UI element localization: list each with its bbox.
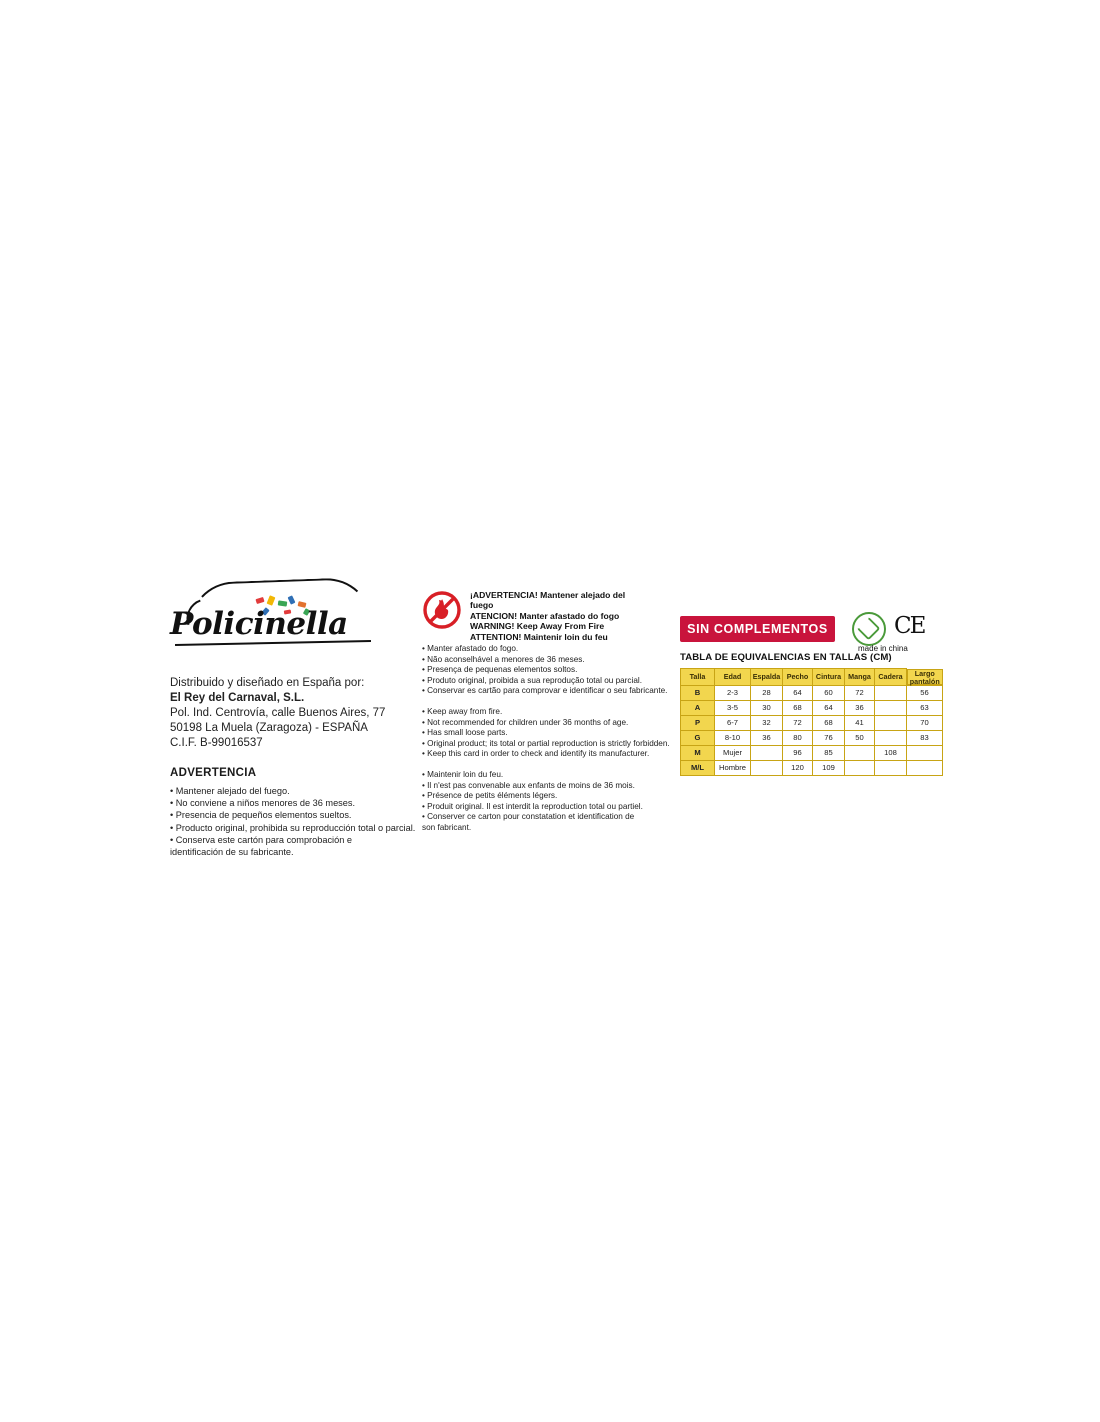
warning-item: • Keep away from fire. bbox=[422, 706, 503, 716]
company-cif: C.I.F. B-99016537 bbox=[170, 737, 263, 749]
table-row bbox=[681, 760, 943, 775]
warning-item: • Has small loose parts. bbox=[422, 728, 508, 738]
address-line-2: 50198 La Muela (Zaragoza) - ESPAÑA bbox=[170, 722, 368, 734]
recycle-icon bbox=[852, 612, 886, 646]
table-row bbox=[681, 700, 943, 715]
warning-item: • Presença de pequenas elementos soltos. bbox=[422, 665, 578, 675]
multilingual-warning-column bbox=[422, 590, 670, 834]
logo-wordmark: Policinella bbox=[170, 606, 348, 642]
cell: 50 bbox=[845, 730, 875, 745]
distributor-block bbox=[170, 676, 410, 751]
cell bbox=[845, 760, 875, 775]
cell: 109 bbox=[813, 760, 845, 775]
cell: 70 bbox=[907, 715, 943, 730]
warning-item: • Producto original, prohibida su reproducción total o parcial. bbox=[170, 822, 416, 833]
warning-item: • Keep this card in order to check and identify its manufacturer. bbox=[422, 749, 650, 759]
warning-headline-pt: ATENCION! Manter afastado do fogo bbox=[470, 610, 620, 621]
cell: 30 bbox=[751, 700, 783, 715]
cell: 36 bbox=[751, 730, 783, 745]
warning-headlines bbox=[470, 590, 642, 642]
warning-item: • Conserva este cartón para comprobación e identificación de su fabricante. bbox=[170, 834, 352, 858]
cell: 72 bbox=[845, 685, 875, 700]
cell bbox=[875, 715, 907, 730]
cell: 36 bbox=[845, 700, 875, 715]
warning-item: • Original product; its total or partial reproduction is strictly forbidden. bbox=[422, 738, 670, 748]
warning-item: • Mantener alejado del fuego. bbox=[170, 786, 290, 796]
address-line-1: Pol. Ind. Centrovía, calle Buenos Aires, 77 bbox=[170, 707, 386, 719]
column-header: Pecho bbox=[783, 669, 813, 686]
warning-headline-fr: ATTENTION! Maintenir loin du feu bbox=[470, 631, 608, 642]
cell: 85 bbox=[813, 745, 845, 760]
column-header: Largo pantalón bbox=[907, 669, 943, 685]
cell bbox=[907, 760, 943, 775]
table-header-row bbox=[681, 669, 943, 686]
cell: 8-10 bbox=[715, 730, 751, 745]
cell bbox=[751, 745, 783, 760]
column-header: Cintura bbox=[813, 669, 845, 686]
cell: 96 bbox=[783, 745, 813, 760]
brand-and-address-column bbox=[170, 580, 416, 858]
warning-item: • No conviene a niños menores de 36 meses. bbox=[170, 798, 356, 809]
cell: Hombre bbox=[715, 760, 751, 775]
company-name: El Rey del Carnaval, S.L. bbox=[170, 692, 305, 704]
warning-headline-en: WARNING! Keep Away From Fire bbox=[470, 621, 605, 632]
table-row bbox=[681, 685, 943, 700]
warning-header bbox=[422, 590, 642, 642]
warning-item: • Not recommended for children under 36 months of age. bbox=[422, 717, 629, 727]
size-equivalence-table bbox=[680, 668, 943, 776]
column-header: Talla bbox=[681, 669, 715, 686]
warning-heading: ADVERTENCIA bbox=[170, 767, 257, 779]
no-accessories-badge: SIN COMPLEMENTOS bbox=[680, 616, 835, 642]
warning-list-en bbox=[422, 706, 670, 760]
cell: 63 bbox=[907, 700, 943, 715]
warning-item: • Produit original. Il est interdit la reproduction total ou partiel. bbox=[422, 801, 643, 811]
warning-list-fr bbox=[422, 770, 642, 834]
ce-mark-icon: CE bbox=[894, 613, 925, 639]
warning-item: • Manter afastado do fogo. bbox=[422, 644, 519, 653]
cell: 41 bbox=[845, 715, 875, 730]
cell: 83 bbox=[907, 730, 943, 745]
cell: 28 bbox=[751, 685, 783, 700]
cell: 120 bbox=[783, 760, 813, 775]
table-row bbox=[681, 715, 943, 730]
warning-item: • Não aconselhável a menores de 36 meses. bbox=[422, 654, 585, 664]
warning-item: • Produto original, proibida a sua reprodução total ou parcial. bbox=[422, 675, 642, 685]
warning-item: • Conserver ce carton pour constatation et identification de son fabricant. bbox=[422, 812, 635, 832]
cell bbox=[875, 760, 907, 775]
cell: 32 bbox=[751, 715, 783, 730]
packaging-label-artwork bbox=[170, 580, 960, 858]
cell: 64 bbox=[783, 685, 813, 700]
cell: 60 bbox=[813, 685, 845, 700]
cell: 3-5 bbox=[715, 700, 751, 715]
warning-item: • Maintenir loin du feu. bbox=[422, 769, 504, 779]
distributed-by-label: Distribuido y diseñado en España por: bbox=[170, 677, 365, 689]
cell: 68 bbox=[783, 700, 813, 715]
warning-item: • Présence de petits éléments légers. bbox=[422, 791, 558, 801]
cell: 108 bbox=[875, 745, 907, 760]
warning-headline-es: ¡ADVERTENCIA! Mantener alejado del fuego bbox=[470, 590, 626, 611]
cell: 56 bbox=[907, 685, 943, 700]
table-row bbox=[681, 730, 943, 745]
column-header: Edad bbox=[715, 669, 751, 686]
cell: 2-3 bbox=[715, 685, 751, 700]
cell: G bbox=[681, 730, 715, 745]
cell: Mujer bbox=[715, 745, 751, 760]
cell: 64 bbox=[813, 700, 845, 715]
cell bbox=[875, 685, 907, 700]
cell bbox=[845, 745, 875, 760]
column-header: Espalda bbox=[751, 669, 783, 686]
warning-list-es bbox=[170, 785, 416, 858]
brand-logo bbox=[170, 580, 380, 650]
warning-item: • Conservar es cartão para comprovar e identificar o seu fabricante. bbox=[422, 686, 668, 696]
cell: B bbox=[681, 685, 715, 700]
cell: 80 bbox=[783, 730, 813, 745]
size-table-title: TABLA DE EQUIVALENCIAS EN TALLAS (CM) bbox=[680, 652, 892, 663]
cell: M/L bbox=[681, 760, 715, 775]
cell bbox=[875, 730, 907, 745]
cell: 6-7 bbox=[715, 715, 751, 730]
cell: 72 bbox=[783, 715, 813, 730]
size-table-column bbox=[680, 613, 960, 776]
made-in-label: made in china bbox=[858, 644, 908, 653]
warning-item: • Il n'est pas convenable aux enfants de moins de 36 mois. bbox=[422, 780, 635, 790]
warning-list-pt bbox=[422, 644, 668, 697]
no-fire-icon bbox=[422, 590, 462, 630]
cell: 68 bbox=[813, 715, 845, 730]
table-row bbox=[681, 745, 943, 760]
warning-item: • Presencia de pequeños elementos sueltos. bbox=[170, 810, 352, 821]
cell bbox=[907, 745, 943, 760]
cell: P bbox=[681, 715, 715, 730]
cell: 76 bbox=[813, 730, 845, 745]
column-header: Manga bbox=[845, 669, 875, 686]
compliance-marks bbox=[852, 612, 958, 654]
cell bbox=[751, 760, 783, 775]
cell: M bbox=[681, 745, 715, 760]
cell bbox=[875, 700, 907, 715]
cell: A bbox=[681, 700, 715, 715]
column-header: Cadera bbox=[875, 669, 907, 686]
